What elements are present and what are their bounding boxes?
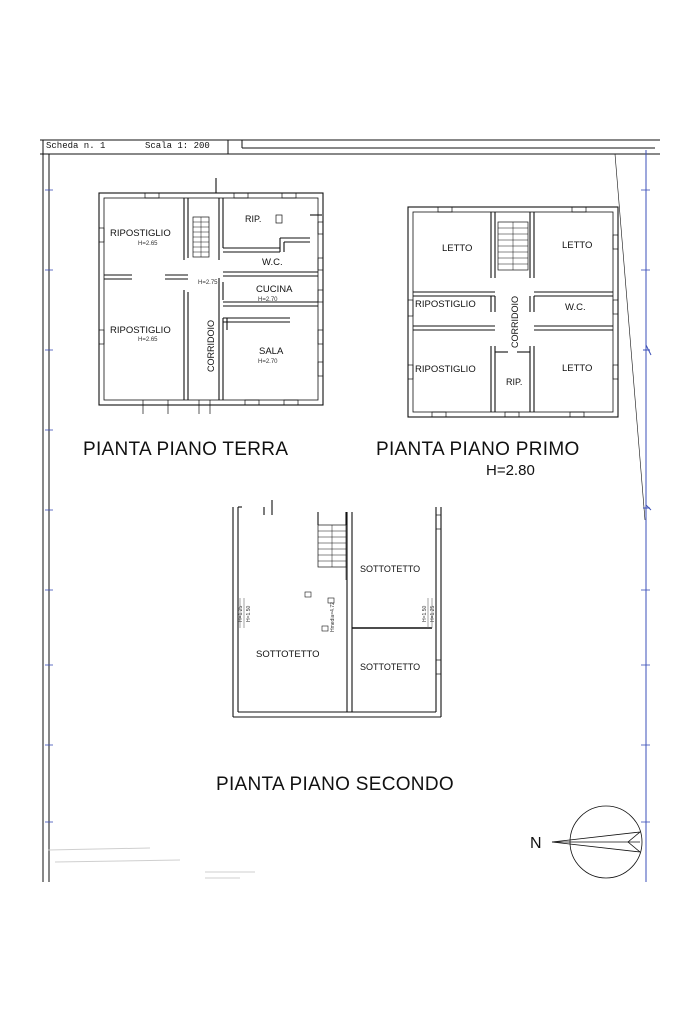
first-corridoio-label: CORRIDOIO: [510, 295, 520, 348]
second-sottotetto-main-label: SOTTOTETTO: [256, 649, 320, 660]
ground-sala-height: H=2.70: [258, 359, 278, 365]
first-letto-bottom-label: LETTO: [562, 363, 593, 374]
ground-corridor-height: H=2.75: [198, 280, 218, 286]
second-floor-plan: [233, 500, 441, 717]
second-sottotetto-top-right-label: SOTTOTETTO: [360, 564, 421, 574]
ground-corridoio-label: CORRIDOIO: [206, 319, 216, 372]
first-floor-height-note: H=2.80: [486, 462, 535, 479]
ground-cucina-height: H=2.70: [258, 297, 278, 303]
ground-rip-label: RIP.: [245, 214, 262, 224]
ground-sala-label: SALA: [259, 346, 284, 357]
second-floor-title: PIANTA PIANO SECONDO: [216, 774, 454, 795]
ground-ripostiglio-top-label: RIPOSTIGLIO: [110, 228, 171, 239]
frame-bottom-marks: [48, 848, 255, 878]
second-height-right-b: H=1.25: [430, 605, 436, 622]
ground-ripostiglio-top-height: H=2.65: [138, 241, 158, 247]
first-ripostiglio-mid-label: RIPOSTIGLIO: [415, 299, 476, 310]
ground-ripostiglio-bottom-height: H=2.65: [138, 337, 158, 343]
north-arrow: [552, 806, 642, 878]
ground-wc-label: W.C.: [262, 257, 283, 268]
ground-floor-plan: [99, 178, 323, 414]
second-sottotetto-bottom-right-label: SOTTOTETTO: [360, 662, 421, 672]
first-wc-label: W.C.: [565, 302, 586, 313]
first-letto-right-label: LETTO: [562, 240, 593, 251]
ground-cucina-label: CUCINA: [256, 284, 293, 295]
sheet-frame: [40, 140, 660, 882]
ground-floor-title: PIANTA PIANO TERRA: [83, 439, 289, 460]
first-floor-title: PIANTA PIANO PRIMO: [376, 439, 580, 460]
second-height-right-a: H=1.50: [422, 605, 428, 622]
north-arrow-label: N: [530, 835, 542, 852]
frame-ticks: [45, 190, 650, 822]
scale-label: Scala 1: 200: [145, 141, 210, 151]
second-height-left-a: H=1.25: [238, 605, 244, 622]
sheet-number-label: Scheda n. 1: [46, 141, 106, 151]
first-rip-label: RIP.: [506, 377, 523, 387]
first-ripostiglio-bottom-label: RIPOSTIGLIO: [415, 364, 476, 375]
ground-ripostiglio-bottom-label: RIPOSTIGLIO: [110, 325, 171, 336]
sheet-frame-right: [643, 150, 651, 882]
first-letto-left-label: LETTO: [442, 243, 473, 254]
second-height-left-b: H=1.50: [246, 605, 252, 622]
second-height-center: Hmedia=4.72: [330, 602, 336, 632]
